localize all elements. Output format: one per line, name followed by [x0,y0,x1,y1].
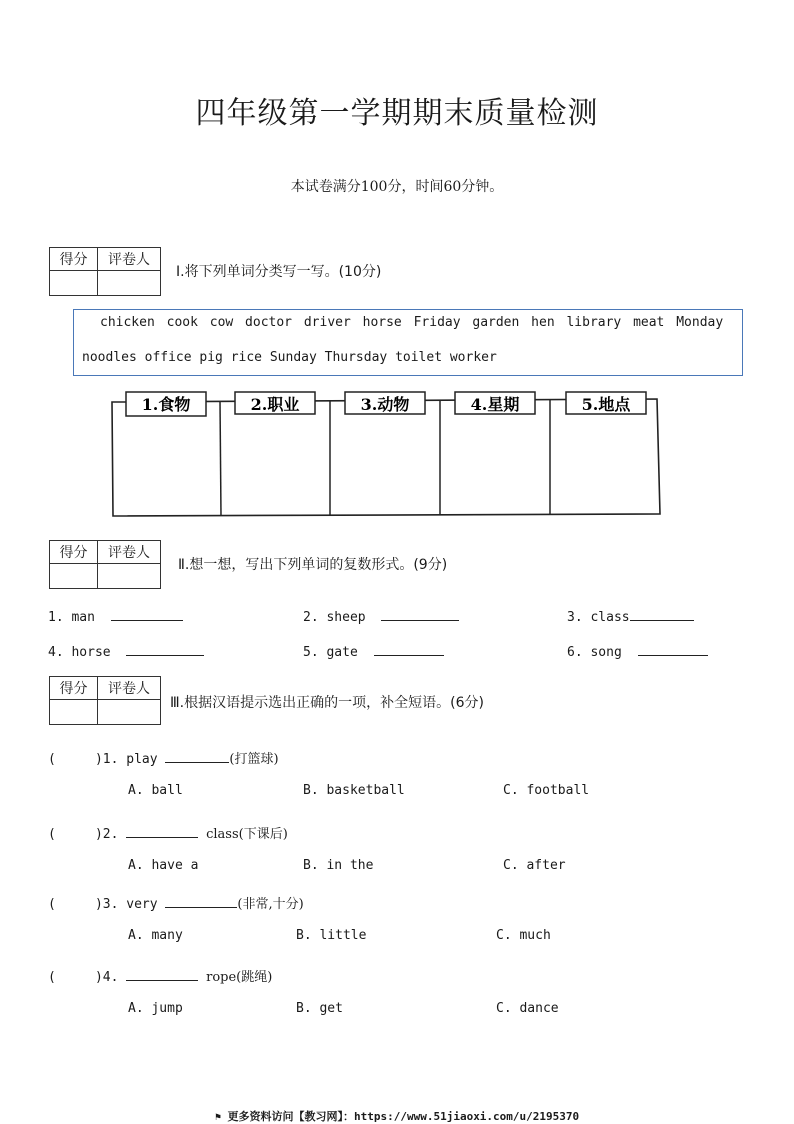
footer-text[interactable]: 更多资料访问【教习网】：https://www.51jiaoxi.com/u/2195370 [227,1110,580,1123]
grader-label: 评卷人 [98,541,161,564]
answer-blank[interactable] [638,643,708,656]
exam-instructions: 本试卷满分100分，时间60分钟。 [290,179,504,195]
word-bank-line2: noodles office pig rice Sunday Thursday toilet worker [82,350,497,365]
answer-paren[interactable]: ( ) [48,827,103,842]
option-c[interactable]: C. much [496,928,551,943]
section1-title: Ⅰ.将下列单词分类写一写。(10分) [176,264,382,280]
choice-question [48,893,304,912]
plural-item-label: 6. song [567,645,622,660]
option-c[interactable]: C. dance [496,1001,559,1016]
question-number: 2. [102,827,119,842]
plural-item [48,608,183,625]
option-b[interactable]: B. in the [303,858,374,873]
plural-item-label: 2. sheep [303,610,366,625]
category-animal: 3.动物 [360,395,410,414]
question-hint: (打篮球) [229,752,279,767]
question-text-before: play [126,752,158,767]
score-blank[interactable] [50,564,98,589]
score-blank[interactable] [50,271,98,296]
category-weekday: 4.星期 [470,395,520,414]
section3-title: Ⅲ.根据汉语提示选出正确的一项，补全短语。(6分) [170,695,484,711]
plural-item [48,643,204,660]
option-c[interactable]: C. football [503,783,590,798]
choice-question [48,966,272,985]
answer-blank[interactable] [111,608,183,621]
answer-blank[interactable] [165,895,237,908]
word-bank-line1: chicken cook cow doctor driver horse Friday garden hen library meat Monday [100,315,724,330]
category-place: 5.地点 [581,395,631,414]
question-hint: class(下课后) [206,827,288,842]
answer-blank[interactable] [374,643,444,656]
answer-blank[interactable] [165,750,229,763]
score-table-section1 [49,247,161,296]
question-hint: rope(跳绳) [206,970,273,985]
category-table [100,388,670,523]
answer-blank[interactable] [630,608,694,621]
category-food: 1.食物 [141,395,191,414]
answer-blank[interactable] [126,825,198,838]
plural-item-label: 4. horse [48,645,111,660]
plural-item-label: 1. man [48,610,95,625]
grader-blank[interactable] [98,564,161,589]
choice-question [48,748,279,767]
plural-item [567,643,708,660]
question-text-before: very [126,897,158,912]
answer-blank[interactable] [126,643,204,656]
section2-title: Ⅱ.想一想，写出下列单词的复数形式。(9分) [178,557,448,573]
score-label: 得分 [50,541,98,564]
grader-label: 评卷人 [98,248,161,271]
score-table-section3 [49,676,161,725]
score-blank[interactable] [50,700,98,725]
grader-blank[interactable] [98,271,161,296]
plural-item [303,608,459,625]
score-label: 得分 [50,677,98,700]
answer-blank[interactable] [381,608,459,621]
score-table-section2 [49,540,161,589]
grader-label: 评卷人 [98,677,161,700]
answer-blank[interactable] [126,968,198,981]
plural-item [567,608,694,625]
flag-icon: ⚑ [214,1112,221,1123]
option-b[interactable]: B. little [296,928,367,943]
question-hint: (非常,十分) [237,897,304,912]
plural-item-label: 3. class [567,610,630,625]
option-a[interactable]: A. jump [128,1001,183,1016]
question-number: 3. [102,897,119,912]
category-job: 2.职业 [250,395,300,414]
answer-paren[interactable]: ( ) [48,752,103,767]
option-a[interactable]: A. many [128,928,183,943]
question-number: 4. [102,970,119,985]
option-c[interactable]: C. after [503,858,566,873]
footer-link[interactable] [0,1108,794,1124]
option-a[interactable]: A. have a [128,858,199,873]
question-number: 1. [102,752,119,767]
score-label: 得分 [50,248,98,271]
grader-blank[interactable] [98,700,161,725]
answer-paren[interactable]: ( ) [48,897,103,912]
page-title: 四年级第一学期期末质量检测 [195,96,599,131]
answer-paren[interactable]: ( ) [48,970,103,985]
option-a[interactable]: A. ball [128,783,183,798]
plural-item-label: 5. gate [303,645,358,660]
choice-question [48,823,288,842]
option-b[interactable]: B. get [296,1001,343,1016]
plural-item [303,643,444,660]
option-b[interactable]: B. basketball [303,783,405,798]
